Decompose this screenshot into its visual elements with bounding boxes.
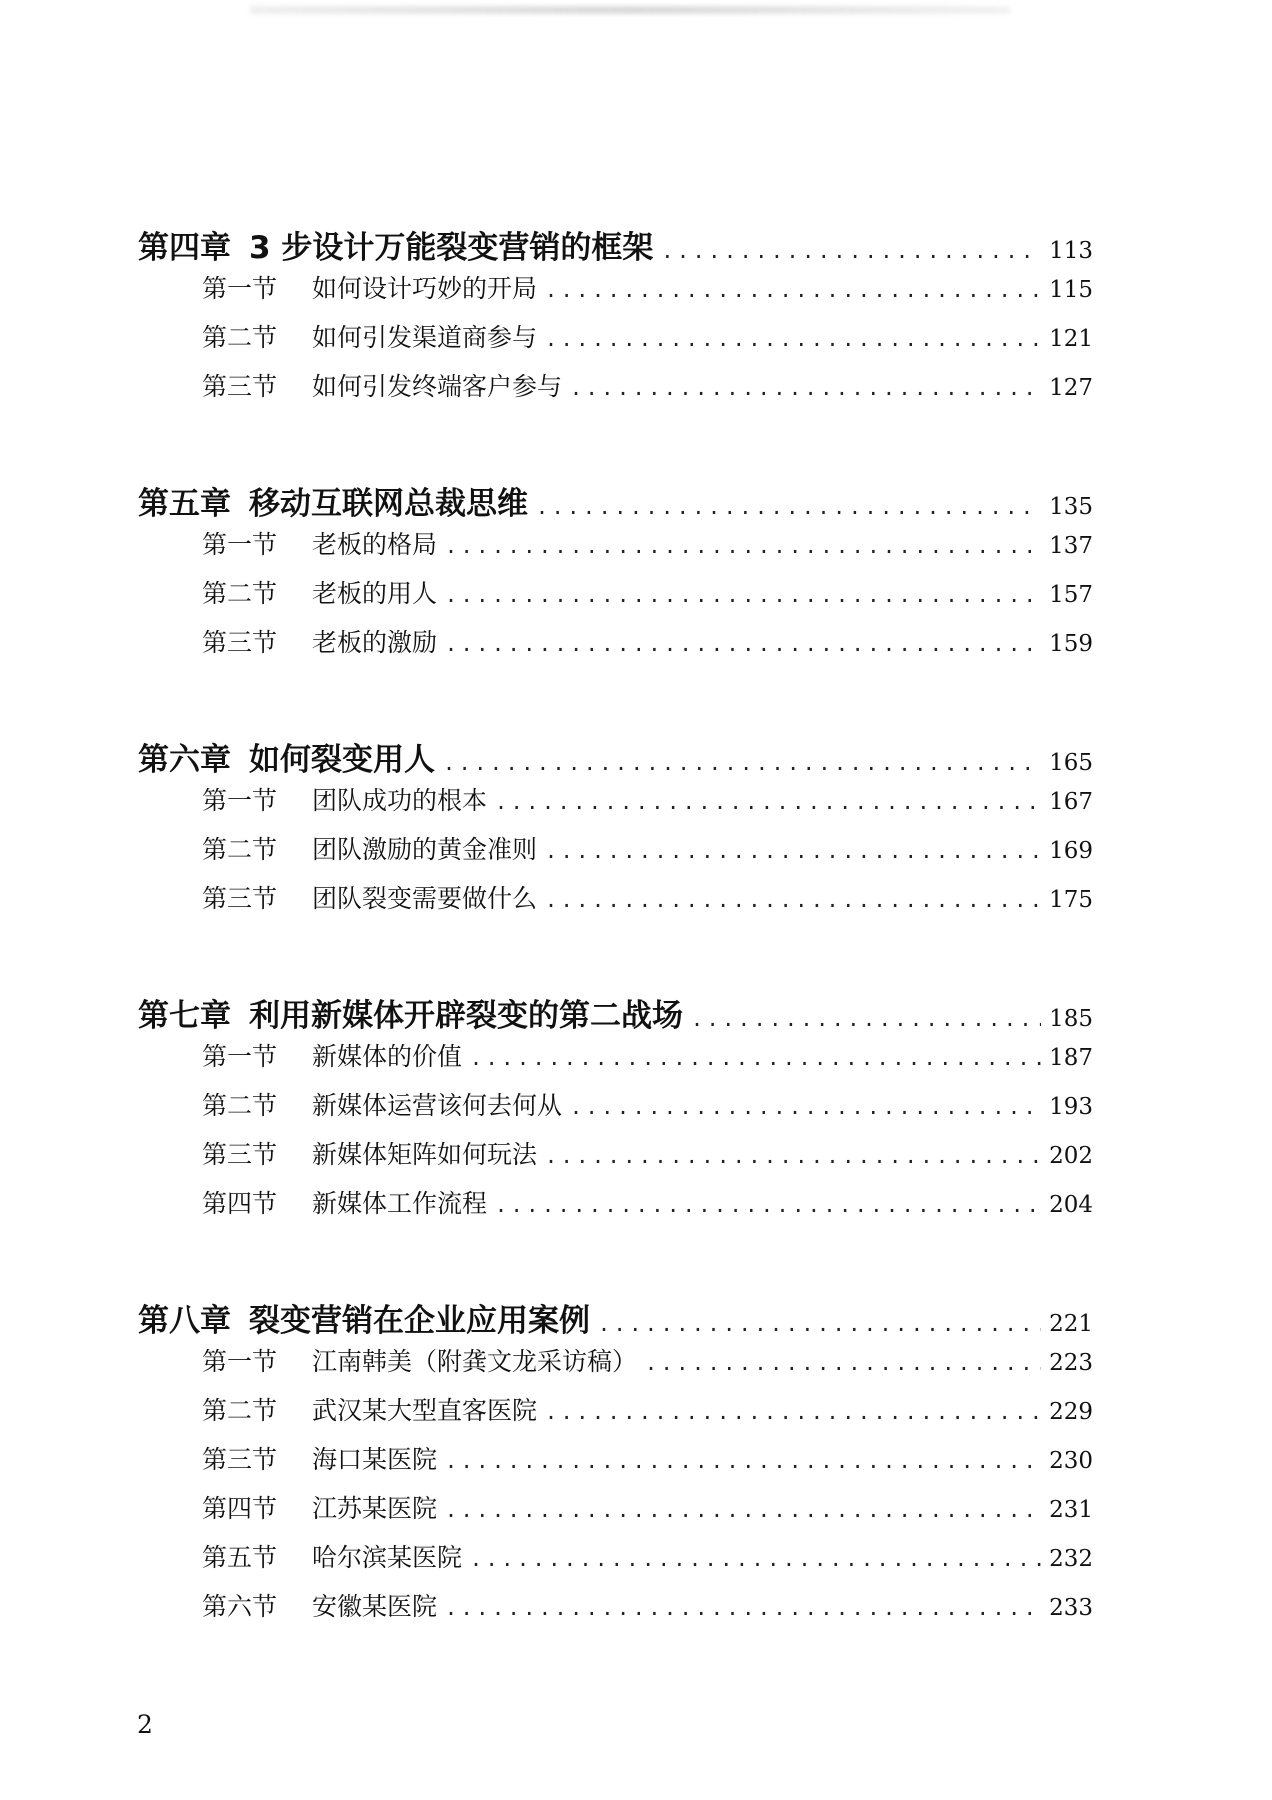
section-entry[interactable] — [138, 781, 1093, 830]
chapter-entry[interactable] — [138, 990, 1093, 1037]
dot-leader — [445, 534, 1041, 558]
section-entry[interactable] — [138, 1086, 1093, 1135]
dot-leader — [691, 1007, 1041, 1031]
section-number: 第五节 — [202, 1543, 278, 1572]
section-title: 团队激励的黄金准则 — [312, 835, 538, 864]
section-page: 232 — [1049, 1546, 1093, 1572]
section-page: 187 — [1049, 1045, 1093, 1071]
chapter-entry[interactable] — [138, 734, 1093, 781]
dot-leader — [443, 751, 1041, 775]
section-page: 175 — [1049, 887, 1093, 913]
section-number: 第二节 — [202, 1396, 278, 1425]
dot-leader — [570, 376, 1041, 400]
section-entry[interactable] — [138, 525, 1093, 574]
chapter-page: 113 — [1049, 238, 1093, 264]
section-page: 193 — [1049, 1094, 1093, 1120]
dot-leader — [470, 1046, 1041, 1070]
section-title: 哈尔滨某医院 — [312, 1543, 463, 1572]
chapter-title: 3 步设计万能裂变营销的框架 — [249, 230, 654, 266]
chapter-number: 第六章 — [138, 742, 231, 778]
section-page: 127 — [1049, 375, 1093, 401]
section-title: 江南韩美（附龚文龙采访稿） — [312, 1347, 638, 1376]
section-entry[interactable] — [138, 623, 1093, 672]
section-entry[interactable] — [138, 1538, 1093, 1587]
dot-leader — [545, 1144, 1041, 1168]
chapter-number: 第八章 — [138, 1303, 231, 1339]
section-title: 如何引发终端客户参与 — [312, 372, 563, 401]
table-of-contents — [138, 222, 1093, 1698]
section-title: 海口某医院 — [312, 1445, 438, 1474]
section-number: 第二节 — [202, 1091, 278, 1120]
dot-leader — [445, 1498, 1041, 1522]
section-page: 231 — [1049, 1497, 1093, 1523]
section-entry[interactable] — [138, 1391, 1093, 1440]
section-entry[interactable] — [138, 574, 1093, 623]
chapter-entry[interactable] — [138, 1295, 1093, 1342]
section-title: 新媒体的价值 — [312, 1042, 463, 1071]
section-entry[interactable] — [138, 367, 1093, 416]
dot-leader — [445, 1449, 1041, 1473]
toc-chapter — [138, 222, 1093, 416]
chapter-number: 第五章 — [138, 486, 231, 522]
dot-leader — [545, 278, 1041, 302]
section-title: 安徽某医院 — [312, 1592, 438, 1621]
chapter-page: 165 — [1049, 750, 1093, 776]
chapter-page: 185 — [1049, 1006, 1093, 1032]
section-title: 武汉某大型直客医院 — [312, 1396, 538, 1425]
section-page: 229 — [1049, 1399, 1093, 1425]
dot-leader — [495, 790, 1041, 814]
dot-leader — [545, 1400, 1041, 1424]
chapter-title: 如何裂变用人 — [249, 742, 435, 778]
dot-leader — [536, 495, 1041, 519]
chapter-entry[interactable] — [138, 222, 1093, 269]
section-title: 如何引发渠道商参与 — [312, 323, 538, 352]
section-number: 第四节 — [202, 1189, 278, 1218]
section-number: 第二节 — [202, 323, 278, 352]
section-entry[interactable] — [138, 269, 1093, 318]
section-page: 169 — [1049, 838, 1093, 864]
section-title: 老板的激励 — [312, 628, 438, 657]
section-entry[interactable] — [138, 1587, 1093, 1636]
section-number: 第四节 — [202, 1494, 278, 1523]
section-title: 老板的格局 — [312, 530, 438, 559]
chapter-title: 裂变营销在企业应用案例 — [249, 1303, 590, 1339]
dot-leader — [445, 632, 1041, 656]
section-entry[interactable] — [138, 1135, 1093, 1184]
section-page: 115 — [1049, 277, 1093, 303]
dot-leader — [445, 583, 1041, 607]
section-page: 157 — [1049, 582, 1093, 608]
section-page: 167 — [1049, 789, 1093, 815]
section-page: 159 — [1049, 631, 1093, 657]
chapter-page: 221 — [1049, 1311, 1093, 1337]
section-number: 第二节 — [202, 835, 278, 864]
section-page: 204 — [1049, 1192, 1093, 1218]
toc-chapter — [138, 990, 1093, 1233]
section-number: 第一节 — [202, 1042, 278, 1071]
dot-leader — [545, 839, 1041, 863]
chapter-entry[interactable] — [138, 478, 1093, 525]
chapter-page: 135 — [1049, 494, 1093, 520]
section-title: 团队裂变需要做什么 — [312, 884, 538, 913]
dot-leader — [570, 1095, 1041, 1119]
section-page: 223 — [1049, 1350, 1093, 1376]
section-page: 137 — [1049, 533, 1093, 559]
scan-smudge — [250, 6, 1010, 14]
section-title: 如何设计巧妙的开局 — [312, 274, 538, 303]
section-page: 202 — [1049, 1143, 1093, 1169]
toc-chapter — [138, 1295, 1093, 1636]
section-title: 江苏某医院 — [312, 1494, 438, 1523]
dot-leader — [661, 239, 1041, 263]
dot-leader — [645, 1351, 1041, 1375]
section-title: 老板的用人 — [312, 579, 438, 608]
section-number: 第三节 — [202, 1445, 278, 1474]
section-number: 第六节 — [202, 1592, 278, 1621]
section-entry[interactable] — [138, 1489, 1093, 1538]
dot-leader — [545, 327, 1041, 351]
section-entry[interactable] — [138, 830, 1093, 879]
chapter-title: 移动互联网总裁思维 — [249, 486, 528, 522]
chapter-number: 第四章 — [138, 230, 231, 266]
dot-leader — [598, 1312, 1041, 1336]
chapter-number: 第七章 — [138, 998, 231, 1034]
toc-chapter — [138, 478, 1093, 672]
section-page: 121 — [1049, 326, 1093, 352]
section-entry[interactable] — [138, 1184, 1093, 1233]
section-number: 第三节 — [202, 1140, 278, 1169]
section-entry[interactable] — [138, 879, 1093, 928]
section-entry[interactable] — [138, 318, 1093, 367]
section-entry[interactable] — [138, 1037, 1093, 1086]
dot-leader — [470, 1547, 1041, 1571]
section-number: 第一节 — [202, 274, 278, 303]
section-title: 团队成功的根本 — [312, 786, 488, 815]
section-page: 233 — [1049, 1595, 1093, 1621]
section-title: 新媒体运营该何去何从 — [312, 1091, 563, 1120]
section-number: 第一节 — [202, 530, 278, 559]
page-number: 2 — [137, 1710, 153, 1739]
section-number: 第一节 — [202, 786, 278, 815]
section-number: 第三节 — [202, 372, 278, 401]
section-entry[interactable] — [138, 1440, 1093, 1489]
section-entry[interactable] — [138, 1342, 1093, 1391]
dot-leader — [495, 1193, 1041, 1217]
dot-leader — [545, 888, 1041, 912]
section-number: 第一节 — [202, 1347, 278, 1376]
chapter-title: 利用新媒体开辟裂变的第二战场 — [249, 998, 683, 1034]
section-page: 230 — [1049, 1448, 1093, 1474]
section-number: 第三节 — [202, 884, 278, 913]
section-title: 新媒体矩阵如何玩法 — [312, 1140, 538, 1169]
section-number: 第二节 — [202, 579, 278, 608]
section-number: 第三节 — [202, 628, 278, 657]
toc-chapter — [138, 734, 1093, 928]
section-title: 新媒体工作流程 — [312, 1189, 488, 1218]
dot-leader — [445, 1596, 1041, 1620]
